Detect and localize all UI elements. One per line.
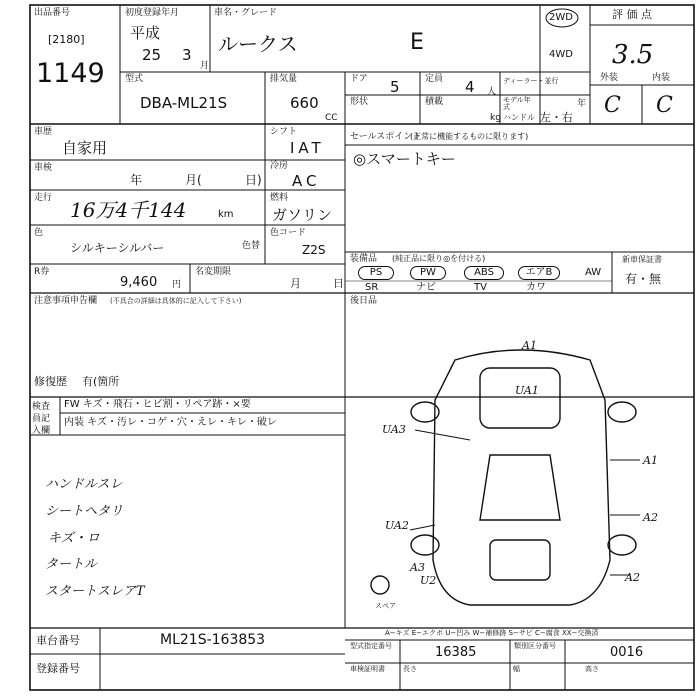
fuel: ガソリン (272, 206, 333, 224)
expire-day: 日 (333, 277, 344, 290)
dealer-label: ディーラー・並行 (503, 77, 559, 85)
r-label: R券 (34, 267, 50, 277)
inspector-note-2: シートヘタリ (45, 504, 124, 519)
seats-unit: 人 (487, 87, 497, 97)
year-unit: 年 (577, 99, 587, 109)
lot-sub: [2180] (48, 33, 85, 46)
warranty: 有・無 (625, 272, 662, 286)
lot-label: 出品番号 (34, 8, 71, 18)
model-year-label: モデル年式 (503, 96, 531, 111)
type-label: 型式 (125, 74, 144, 84)
inspector-note-1: ハンドルスレ (45, 477, 123, 492)
spare-label: スペア (375, 602, 396, 610)
yen-unit: 円 (172, 280, 182, 290)
mark-a1-top: A1 (522, 339, 537, 352)
reg-label: 初度登録年月 (125, 8, 180, 18)
inspector-row2: 内装 キズ・汚レ・コゲ・穴・えレ・キレ・破レ (64, 417, 277, 428)
inspect-year: 年 (130, 173, 143, 187)
drive-2wd: 2WD (549, 12, 573, 23)
lot-number: 1149 (36, 58, 105, 89)
ac-label: 冷房 (270, 161, 289, 171)
inspect-day: 日) (245, 173, 262, 187)
chassis-label: 車台番号 (36, 634, 80, 647)
color-label: 色 (34, 228, 44, 238)
recolor-label: 色替 (242, 241, 261, 251)
class-label: 類別区分番号 (514, 642, 556, 650)
mark-u2: U2 (420, 574, 437, 587)
after-label: 後日品 (350, 296, 378, 306)
selling-label: セールスポイント (350, 132, 422, 142)
length-label: 長さ (403, 665, 417, 673)
doors: 5 (390, 78, 400, 96)
mark-ua3: UA3 (382, 423, 406, 436)
class-no: 0016 (610, 645, 644, 660)
equip-sr: SR (365, 282, 379, 293)
exterior-label: 外装 (600, 73, 619, 83)
mark-a3: A3 (410, 561, 425, 574)
era: 平成 (130, 24, 161, 42)
inspector-note-5: スタートスレアT (45, 584, 145, 599)
width-label: 幅 (513, 665, 520, 673)
expire-month: 月 (290, 277, 301, 290)
disp-label: 排気量 (270, 74, 298, 84)
drive-4wd: 4WD (549, 49, 573, 60)
equipment-sub: (純正品に限り◎を付ける) (392, 254, 486, 263)
registration-label: 登録番号 (36, 662, 80, 675)
mileage-label: 走行 (34, 193, 53, 203)
shift: IAT (290, 139, 325, 157)
mileage: 16万4千144 (70, 198, 187, 222)
disp-unit: CC (325, 113, 338, 123)
equip-pw: PW (410, 266, 446, 280)
history: 自家用 (62, 139, 108, 157)
reg-month-unit: 月 (200, 61, 210, 71)
legend: A−キズ E−エクボ U−凹み W−補修跡 S−サビ C−腐食 XX−交換済 (385, 629, 599, 637)
color: シルキーシルバー (70, 241, 165, 255)
score: 3.5 (612, 40, 654, 70)
color-code: Z2S (302, 243, 326, 257)
equip-aw: AW (585, 267, 602, 278)
handle-label: ハンドル (503, 113, 535, 122)
grade: E (410, 30, 424, 55)
mark-ua2: UA2 (385, 519, 409, 532)
r-value: 9,460 (120, 275, 158, 290)
fuel-label: 燃料 (270, 193, 289, 203)
mark-a2-rear: A2 (625, 571, 640, 584)
model-no: 16385 (435, 645, 477, 660)
reg-month: 3 (182, 46, 192, 64)
selling-sub: (正常に機能するものに限ります) (410, 132, 529, 141)
kg-unit: kg (490, 113, 501, 123)
reg-year: 25 (142, 46, 162, 64)
repair-label: 修復歴 (34, 375, 67, 388)
equipment-label: 装備品 (350, 254, 378, 264)
model-label: 車名・グレード (214, 8, 278, 18)
door-label: ドア (350, 74, 368, 84)
height-label: 高さ (585, 665, 599, 673)
car-name: ルークス (218, 32, 298, 56)
color-code-label: 色コード (270, 228, 307, 238)
mark-a1-right: A1 (643, 454, 658, 467)
shape-label: 形状 (350, 97, 369, 107)
equip-airbag: エアB (518, 266, 560, 280)
repair: 有(箇所 (82, 375, 120, 388)
inspect-month: 月( (185, 173, 202, 187)
warranty-label: 新車保証書 (622, 255, 662, 264)
equip-ps: PS (358, 266, 394, 280)
seats-label: 定員 (425, 74, 444, 84)
history-label: 車歴 (34, 127, 53, 137)
equip-abs: ABS (464, 266, 504, 280)
disp: 660 (290, 94, 319, 112)
handle: 左・右 (540, 111, 573, 124)
seats: 4 (465, 78, 475, 96)
score-label: 評 価 点 (612, 8, 652, 21)
inspector-note-3: キズ・ロ (48, 531, 100, 546)
type: DBA-ML21S (140, 94, 228, 112)
ac: AC (292, 172, 321, 190)
cert-label: 車検証明書 (350, 665, 385, 673)
mark-ua1: UA1 (515, 384, 539, 397)
expire-label: 名変期限 (195, 267, 232, 277)
exterior-grade: C (604, 93, 621, 118)
selling-point: ◎スマートキー (353, 150, 456, 168)
equip-navi: ナビ (416, 282, 436, 293)
load-label: 積載 (425, 97, 444, 107)
inspector-note-4: タートル (45, 557, 98, 572)
equip-leather: カワ (526, 282, 546, 293)
chassis: ML21S-163853 (160, 632, 266, 648)
inspect-label: 車検 (34, 163, 53, 173)
shift-label: シフト (270, 127, 298, 137)
interior-grade: C (656, 93, 673, 118)
equip-tv: TV (474, 282, 487, 293)
notes-label: 注意事項申告欄 (34, 296, 98, 306)
model-no-label: 型式指定番号 (350, 642, 392, 650)
km-unit: km (218, 209, 234, 220)
inspector-label: 検査員記入欄 (32, 402, 51, 436)
notes-sub: (不具合の詳細は具体的に記入して下さい) (110, 297, 242, 305)
inspector-row1: FW キズ・飛石・ヒビ割・リペア跡・×要 (64, 399, 251, 410)
interior-label: 内装 (652, 73, 671, 83)
mark-a2-right: A2 (643, 511, 658, 524)
